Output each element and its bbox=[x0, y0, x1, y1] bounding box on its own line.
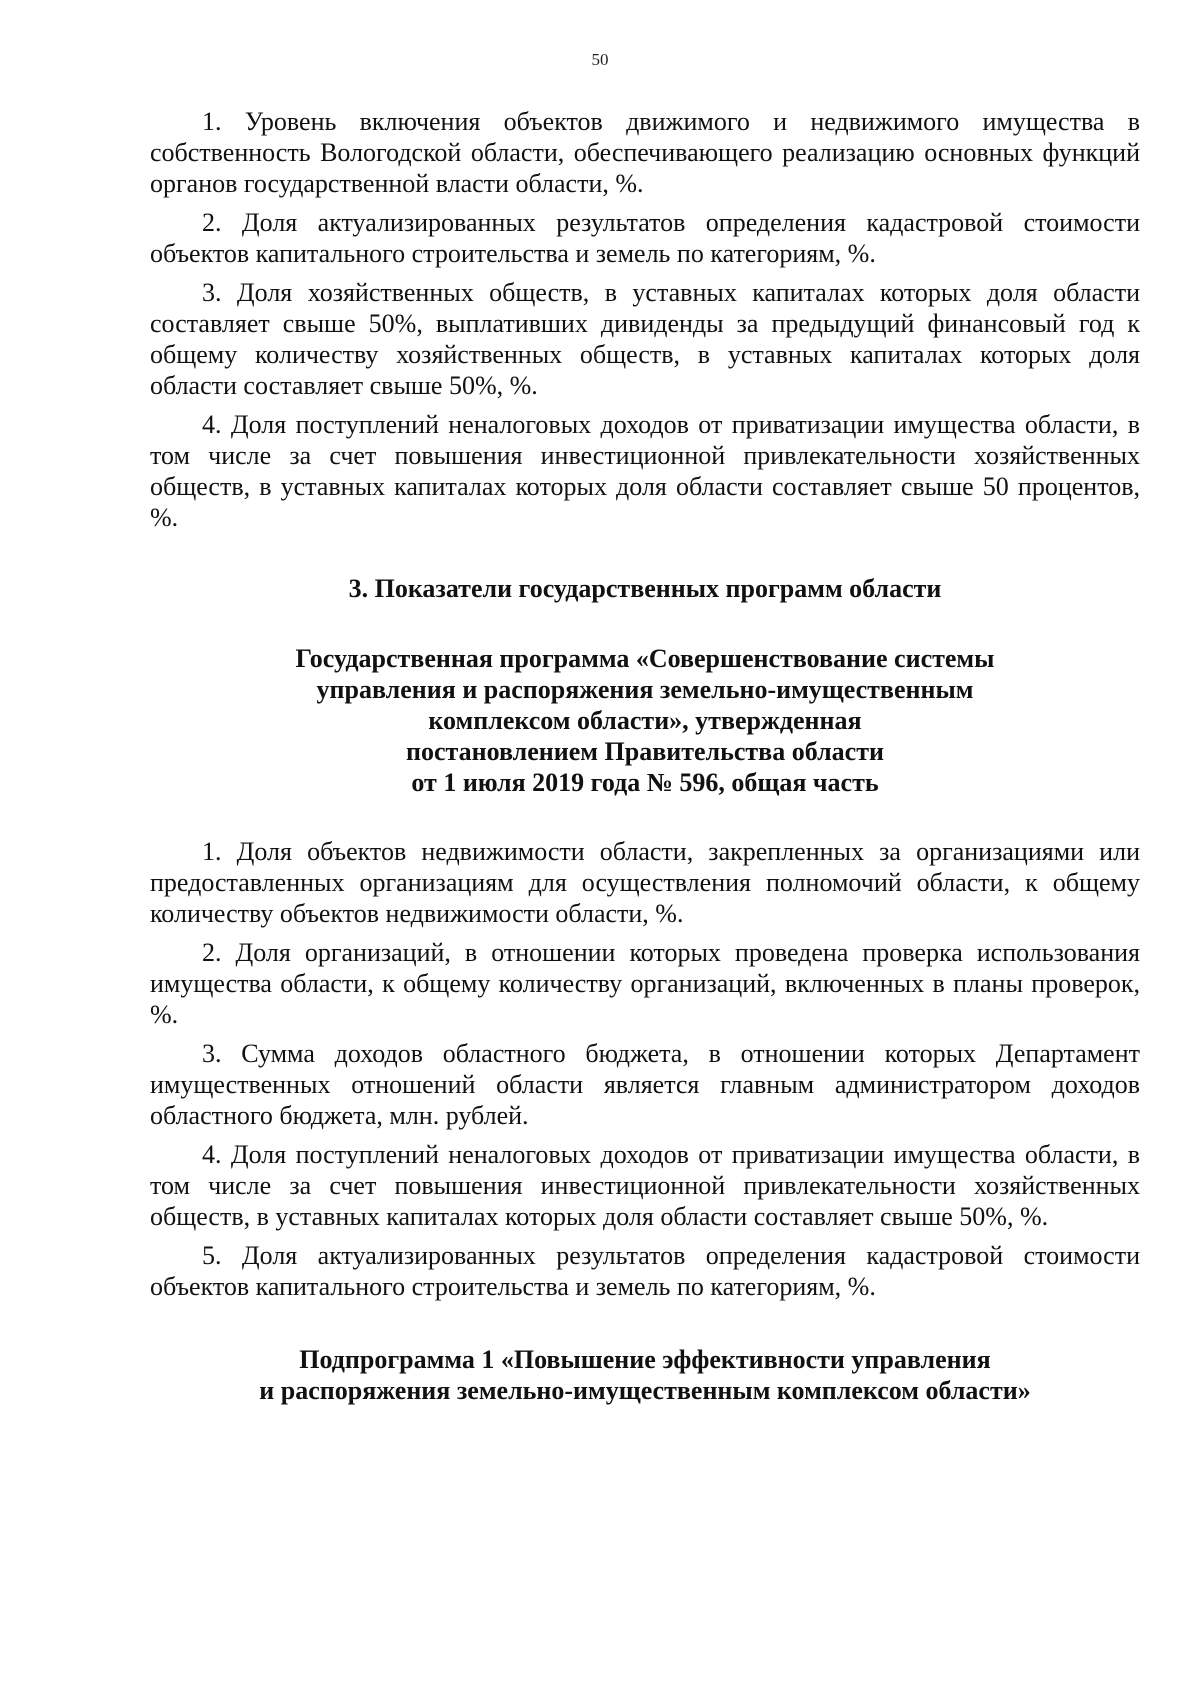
program-title-line-4: постановлением Правительства области bbox=[406, 737, 884, 766]
program-item-2: 2. Доля организаций, в отношении которых проведена проверка использования имущества области, к общему количеству организаций, включенных в планы проверок, %. bbox=[150, 938, 1140, 1029]
program-item-1: 1. Доля объектов недвижимости области, закрепленных за организациями или предоставленных организациям для осуществления полномочий области, к общему количеству объектов недвижимости области, %. bbox=[150, 837, 1140, 928]
intro-item-2: 2. Доля актуализированных результатов определения кадастровой стоимости объектов капитального строительства и земель по категориям, %. bbox=[150, 208, 1140, 268]
intro-item-1: 1. Уровень включения объектов движимого и недвижимого имущества в собственность Вологодской области, обеспечивающего реализацию основных функций органов государственной власти области, %. bbox=[150, 107, 1140, 198]
section-title: 3. Показатели государственных программ области bbox=[348, 574, 942, 603]
subprogram-title-line-1: Подпрограмма 1 «Повышение эффективности управления bbox=[299, 1345, 991, 1374]
program-title-line-2: управления и распоряжения земельно-имущественным bbox=[316, 675, 974, 704]
page-number: 50 bbox=[591, 50, 609, 69]
program-title-line-3: комплексом области», утвержденная bbox=[428, 706, 862, 735]
page-content bbox=[150, 106, 1140, 1406]
subprogram-title bbox=[150, 1344, 1140, 1406]
subprogram-title-line-2: и распоряжения земельно-имущественным комплексом области» bbox=[259, 1376, 1031, 1405]
program-title-line-1: Государственная программа «Совершенствование системы bbox=[295, 644, 995, 673]
program-title-line-5: от 1 июля 2019 года № 596, общая часть bbox=[411, 768, 879, 797]
program-item-3: 3. Сумма доходов областного бюджета, в отношении которых Департамент имущественных отношений области является главным администратором доходов областного бюджета, млн. рублей. bbox=[150, 1039, 1140, 1130]
program-item-5: 5. Доля актуализированных результатов определения кадастровой стоимости объектов капитального строительства и земель по категориям, %. bbox=[150, 1241, 1140, 1301]
program-title bbox=[150, 643, 1140, 798]
intro-item-3: 3. Доля хозяйственных обществ, в уставных капиталах которых доля области составляет свыше 50%, выплативших дивиденды за предыдущий финансовый год к общему количеству хозяйственных обществ, в уставных капиталах которых доля области составляет свыше 50%, %. bbox=[150, 278, 1140, 400]
program-item-4: 4. Доля поступлений неналоговых доходов от приватизации имущества области, в том числе за счет повышения инвестиционной привлекательности хозяйственных обществ, в уставных капиталах которых доля области составляет свыше 50%, %. bbox=[150, 1140, 1140, 1231]
intro-item-4: 4. Доля поступлений неналоговых доходов от приватизации имущества области, в том числе за счет повышения инвестиционной привлекательности хозяйственных обществ, в уставных капиталах которых доля области составляет свыше 50 процентов, %. bbox=[150, 410, 1140, 532]
